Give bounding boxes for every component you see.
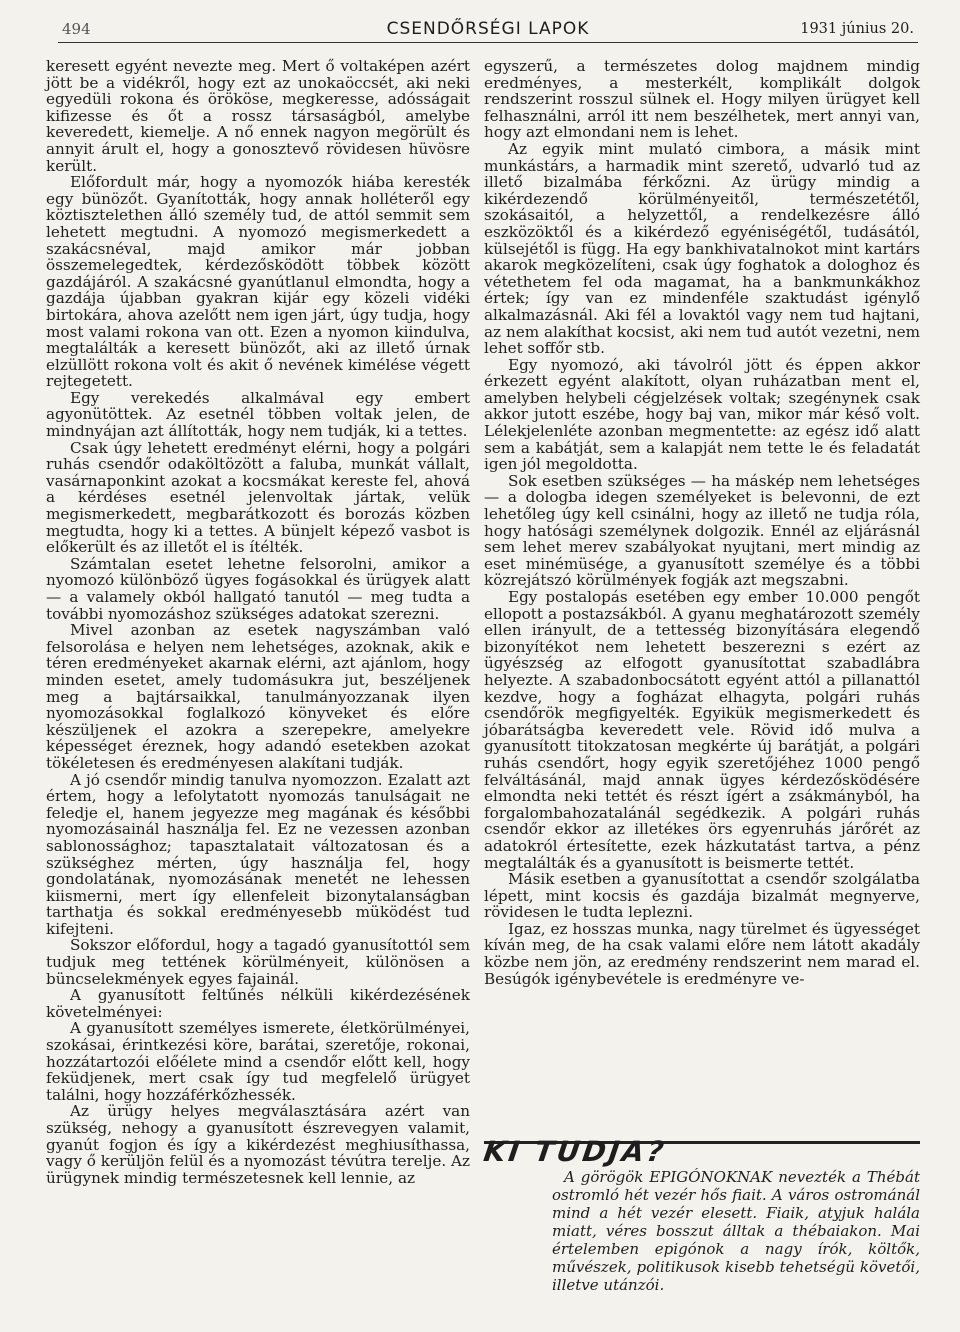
paragraph: Az ürügy helyes megválasztására azért van szükség, nehogy a gyanusított észrevegyen valamit, gyanút fogjon és így a kikérdezést meghiusíthassa, vagy ő kerüljön felül és a nyomozást tévútra terelje. Az ürügynek mindig természetesnek kell lennie, az [46,1102,470,1187]
paragraph: Másik esetben a gyanusítottat a csendőr szolgálatba lépett, mint kocsis és gazdája bizalmát megnyerve, rövidesen le tudta leplezni. [484,870,920,922]
paragraph: egyszerű, a természetes dolog majdnem mindig eredményes, a mesterkélt, komplikált dolgok rendszerint rosszul sülnek el. Hogy milyen ürügyet kell felhasználni, arról itt nem beszélhetek, mert annyi van, hogy azt elmondani nem is lehet. [484,57,920,142]
paragraph: Mivel azonban az esetek nagyszámban való felsorolása e helyen nem lehetséges, azoknak, akik e téren eredményeket akarnak elérni, azt ajánlom, hogy minden esetet, amely tudomásukra jut, beszéljenek meg a bajtársaikkal, tanulmányozzanak ilyen nyomozásokkal foglalkozó könyveket és előre készüljenek el azokra a szerepekre, amelyekre képességet éreznek, hogy adandó esetekben azokat tökéletesen és eredményesen alakítani tudják. [46,621,470,772]
ki-tudja-box [552,1168,920,1294]
paragraph: Számtalan esetet lehetne felsorolni, amikor a nyomozó különböző ügyes fogásokkal és ürügyek alatt — a valamely okból hallgató tanutól — meg tudta a további nyomozáshoz szükséges adatokat szerezni. [46,554,470,623]
publication-title: CSENDŐRSÉGI LAPOK [386,19,590,39]
paragraph: A gyanusított feltűnés nélküli kikérdezésének követelményei: [46,986,470,1021]
paragraph: A gyanusított személyes ismerete, életkörülményei, szokásai, érintkezési köre, barátai, szeretője, rokonai, hozzátartozói előélete mind a csendőr előtt kell, hogy feküdjenek, mert csak így tud megfelelő ürügyet találni, hogy hozzáférkőzhessék. [46,1019,470,1104]
paragraph: Egy nyomozó, aki távolról jött és éppen akkor érkezett egyént alakított, olyan ruházatban ment el, amelyben helybeli cégjelzések voltak; szegénynek csak akkor jutott eszébe, hogy baj van, mikor már késő volt. Lélekjelenléte azonban megmentette: az egész idő alatt sem a kabátját, sem a kalapját nem tette le és feladatát igen jól megoldotta. [484,355,920,474]
right-column [484,58,920,987]
left-column [46,58,470,1186]
issue-date: 1931 június 20. [800,21,914,37]
page-header [58,18,918,43]
ki-tudja-text: A görögök EPIGÓNOKNAK nevezték a Thébát ostromló hét vezér hős fiait. A város ostrománál mind a hét vezér elesett. Fiaik, atyjuk halála miatt, véres bosszut álltak a thébaiakon. Mai értelemben epigónok a nagy írók, költők, művészek, politikusok kisebb tehetségü követői, illetve utánzói. [552,1168,920,1294]
paragraph: Egy verekedés alkalmával egy embert agyonütöttek. Az esetnél többen voltak jelen, de mindnyájan azt állították, hogy nem tudják, ki a tettes. [46,388,470,441]
paragraph: Sokszor előfordul, hogy a tagadó gyanusítottól sem tudjuk meg tettének körülményeit, különösen a büncselekmények egyes fajainál. [46,936,470,988]
paragraph: keresett egyént nevezte meg. Mert ő voltaképen azért jött be a vidékről, hogy ezt az unokaöccsét, aki neki egyedüli rokona és örököse, megkeresse, adósságait kifizesse és őt a rossz társaságból, amelybe keveredett, kiemelje. A nő ennek nagyon megörült és annyit árult el, hogy a gonosztevő rövidesen hüvösre került. [46,57,470,175]
paragraph: Egy postalopás esetében egy ember 10.000 pengőt ellopott a postazsákból. A gyanu meghatározott személy ellen irányult, de a tettesség bizonyítására elegendő bizonyítékot nem lehetett beszerezni s ezért az ügyészség az elfogott gyanusítottat szabadlábra helyezte. A szabadonbocsátott egyént attól a pillanattól kezdve, hogy a fogházat elhagyta, polgári ruhás csendőrök megfigyelték. Egyikük megismerkedett és jóbarátságba keveredett vele. Rövid idő mulva a gyanusított titokzatosan megkérte új barátját, a polgári ruhás csendőrt, hogy egyik szeretőjéhez 1000 pengő felváltásánál, majd annak ügyes kérdezősködésére elmondta neki tettét és részt ígért a zsákmányból, ha forgalombahozatalánál segédkezik. A polgári ruhás csendőr ekkor az illetékes örs egyenruhás járőrét az adatokról értesítette, ezek házkutatást tartva, a pénz megtalálták és a gyanusított is beismerte tettét. [484,588,920,872]
paragraph: Igaz, ez hosszas munka, nagy türelmet és ügyességet kíván meg, de ha csak valami előre nem látott akadály közbe nem jön, az eredmény rendszerint nem marad el. Besúgók igénybevétele is eredményre ve- [484,919,920,988]
ki-tudja-title: KI TUDJA? [481,1135,669,1168]
paragraph: A jó csendőr mindig tanulva nyomozzon. Ezalatt azt értem, hogy a lefolytatott nyomozás tanulságait ne feledje el, hanem jegyezze meg magának és későbbi nyomozásainál használja fel. Ez ne vezessen azonban sablonossághoz; tapasztalatait változatosan és a szükséghez mérten, úgy használja fel, hogy gondolatának, nyomozásának menetét ne lehessen kiismerni, mert így ellenfeleit bizonytalanságban tarthatja és sokkal eredményesebb müködést tud kifejteni. [46,770,470,938]
paragraph: Sok esetben szükséges — ha máskép nem lehetséges — a dologba idegen személyeket is belevonni, de ezt lehetőleg úgy kell csinálni, hogy az illető ne tudja róla, hogy hatósági személynek dolgozik. Ennél az eljárásnál sem lehet merev szabályokat nyujtani, mert mindig az eset minémüsége, a gyanusított személye és a többi közrejátszó körülmények fogják azt megszabni. [484,471,920,590]
paragraph: Az egyik mint mulató cimbora, a másik mint munkástárs, a harmadik mint szerető, udvarló tud az illető bizalmába férkőzni. Az ürügy mindig a kikérdezendő körülményeitől, természetétől, szokásaitól, a helyzettől, a rendelkezésre álló eszközöktől és a kikérdező egyéniségétől, tudásától, külsejétől is függ. Ha egy bankhivatalnokot mint kartárs akarok megközelíteni, csak úgy foghatok a dologhoz és vétethetem fel oda magamat, ha a bankmunkákhoz értek; így van ez mindenféle szaktudást igénylő alkalmazásnál. Aki fél a lovaktól vagy nem tud hajtani, az nem alakíthat kocsist, aki nem tud autót vezetni, nem lehet soffőr stb. [484,139,920,358]
paragraph: Előfordult már, hogy a nyomozók hiába keresték egy bünözőt. Gyanították, hogy annak holléteről egy köztisztelethen álló személy tud, de attól semmit sem lehetett megtudni. A nyomozó megismerkedett a szakácsnéval, majd amikor már jobban összemelegedtek, kérdezősködött többek között gazdájáról. A szakácsné gyanútlanul elmondta, hogy a gazdája újabban gyakran kijár egy közeli vidéki birtokára, ahova azelőtt nem igen járt, úgy tudja, hogy most valami rokona van ott. Ezen a nyomon kiindulva, megtalálták a keresett bünözőt, aki az illető úrnak elzüllött rokona volt és akit ő nevének kimélése végett rejtegetett. [46,173,470,391]
page-number: 494 [62,20,91,38]
paragraph: Csak úgy lehetett eredményt elérni, hogy a polgári ruhás csendőr odaköltözött a faluba, munkát vállalt, vasárnaponkint azokat a kocsmákat kereste fel, ahová a kérdéses esetnél jelenvoltak jártak, velük megismerkedett, megbarátkozott és borozás közben megtudta, hogy ki a tettes. A bünjelt képező vasbot is előkerült és az illetőt el is ítélték. [46,438,470,557]
